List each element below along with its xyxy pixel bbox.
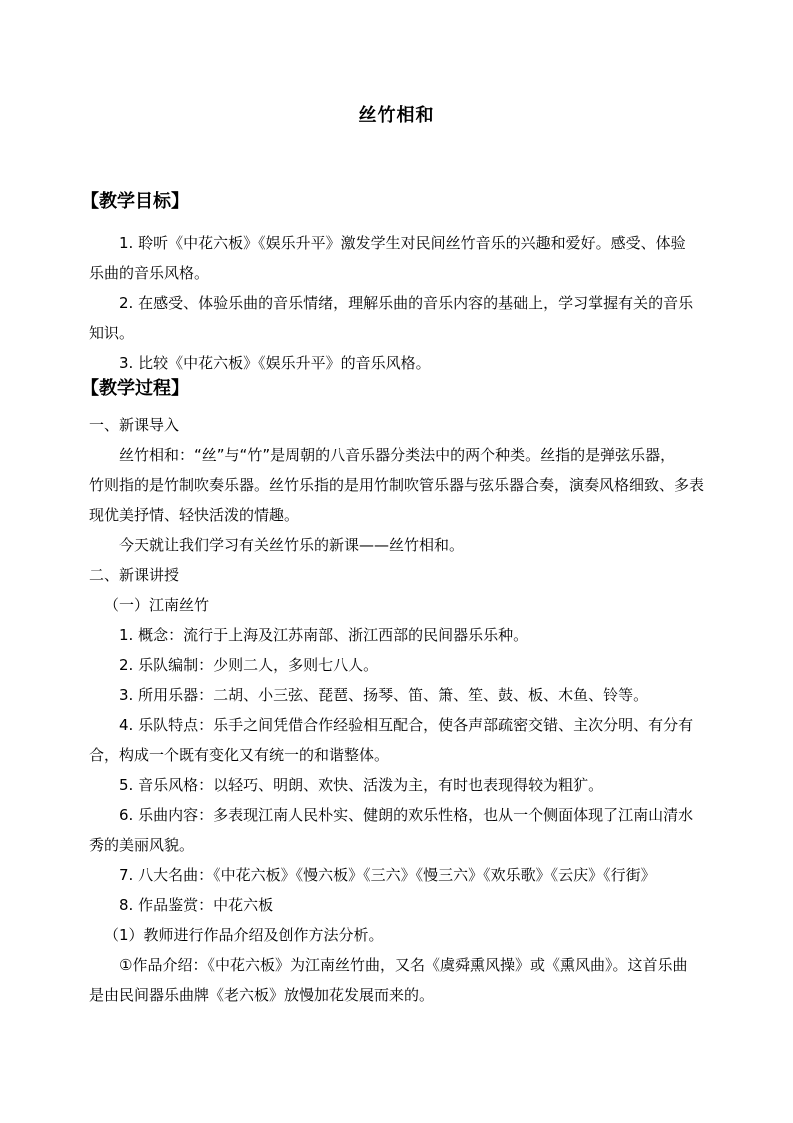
objective-1-line-2: 乐曲的音乐风格。 [89,264,210,282]
section-2-item-7: 7. 八大名曲：《中花六板》《慢六板》《三六》《慢三六》《欢乐歌》《云庆》《行街》 [119,866,656,884]
section-1-heading: 一、新课导入 [89,416,180,434]
section-2-intro-line-2: 是由民间器乐曲牌《老六板》放慢加花发展而来的。 [89,986,435,1004]
objective-1-line-1: 1. 聆听《中花六板》《娱乐升平》激发学生对民间丝竹音乐的兴趣和爱好。感受、体验 [119,234,686,252]
section-1-para-2: 今天就让我们学习有关丝竹乐的新课——丝竹相和。 [119,536,465,554]
objectives-heading: 【教学目标】 [81,191,189,212]
section-1-para-1-line-3: 现优美抒情、轻快活泼的情趣。 [89,506,300,524]
section-2-sub-item-1: （1）教师进行作品介绍及创作方法分析。 [104,926,384,944]
section-2-subheading-1: （一）江南丝竹 [104,596,210,614]
section-2-item-5: 5. 音乐风格：以轻巧、明朗、欢快、活泼为主，有时也表现得较为粗犷。 [119,776,604,794]
document-title: 丝竹相和 [358,105,435,126]
process-heading: 【教学过程】 [81,378,189,399]
section-2-item-1: 1. 概念：流行于上海及江苏南部、浙江西部的民间器乐乐种。 [119,626,529,644]
section-2-item-6-line-2: 秀的美丽风貌。 [89,836,195,854]
objective-2-line-1: 2. 在感受、体验乐曲的音乐情绪，理解乐曲的音乐内容的基础上，学习掌握有关的音乐 [119,294,694,312]
section-1-para-1-line-2: 竹则指的是竹制吹奏乐器。丝竹乐指的是用竹制吹管乐器与弦乐器合奏，演奏风格细致、多表 [89,476,705,494]
section-2-item-6-line-1: 6. 乐曲内容：多表现江南人民朴实、健朗的欢乐性格，也从一个侧面体现了江南山清水 [119,806,694,824]
objective-2-line-2: 知识。 [89,324,135,342]
section-2-item-4-line-1: 4. 乐队特点：乐手之间凭借合作经验相互配合，使各声部疏密交错、主次分明、有分有 [119,716,694,734]
section-2-item-2: 2. 乐队编制：少则二人，多则七八人。 [119,656,379,674]
objective-3: 3. 比较《中花六板》《娱乐升平》的音乐风格。 [119,354,431,372]
section-2-item-8: 8. 作品鉴赏：中花六板 [119,896,274,914]
section-2-item-3: 3. 所用乐器：二胡、小三弦、琵琶、扬琴、笛、箫、笙、鼓、板、木鱼、铃等。 [119,686,649,704]
section-2-intro-line-1: ①作品介绍：《中花六板》为江南丝竹曲，又名《虞舜熏风操》或《熏风曲》。这首乐曲 [119,956,688,974]
section-2-heading: 二、新课讲授 [89,566,180,584]
section-1-para-1-line-1: 丝竹相和：“丝”与“竹”是周朝的八音乐器分类法中的两个种类。丝指的是弹弦乐器， [119,446,676,464]
section-2-item-4-line-2: 合，构成一个既有变化又有统一的和谐整体。 [89,746,390,764]
document-body [81,188,739,1005]
